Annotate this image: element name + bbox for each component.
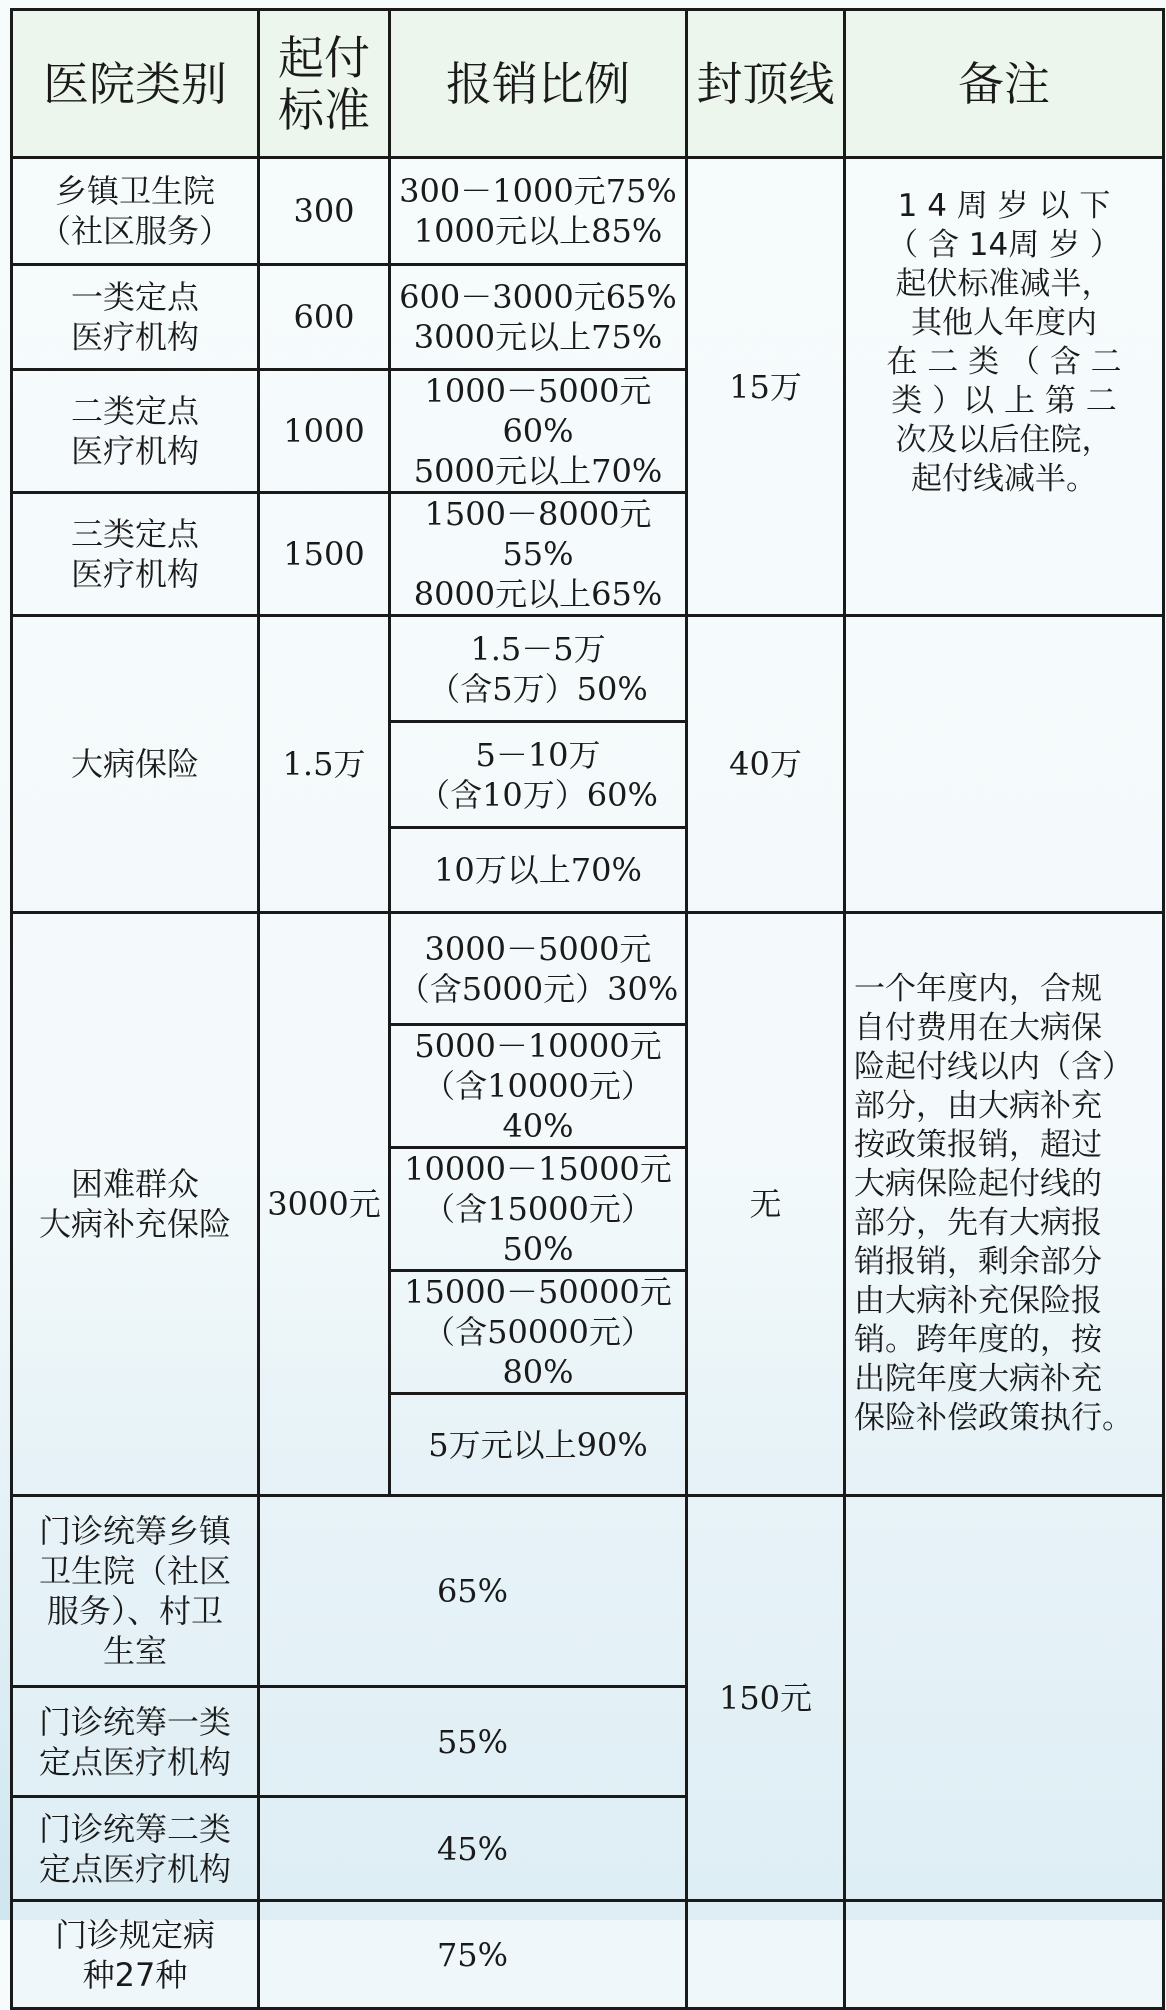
ratio-cell <box>390 616 687 722</box>
ratio-line: （含5000元）30% <box>397 969 679 1008</box>
ratio-cell <box>390 158 687 265</box>
note-line: 大病保险起付线的 <box>854 1166 1102 1202</box>
category-cell <box>12 370 259 493</box>
category-cell <box>12 1687 259 1797</box>
category-line: 乡镇卫生院 <box>54 172 215 210</box>
category-line: 三类定点 <box>70 515 199 553</box>
note-cell <box>845 1901 1164 2009</box>
ratio-cell <box>390 722 687 828</box>
header-deductible-line1: 起付 <box>278 30 370 85</box>
header-deductible-line2: 标准 <box>278 82 370 137</box>
ratio-line: 300－1000元75% <box>399 172 677 210</box>
header-deductible <box>259 10 390 158</box>
ratio-line: （含50000元）80% <box>423 1313 653 1391</box>
deductible-cell: 300 <box>259 158 390 265</box>
table-row <box>12 616 1164 722</box>
note-line: 其他人年度内 <box>911 305 1097 341</box>
cap-cell: 150元 <box>687 1496 845 1901</box>
ratio-line: 600－3000元65% <box>399 278 677 316</box>
ratio-line: 1000－5000元60% <box>424 372 652 450</box>
category-line: 门诊规定病 <box>54 1915 215 1954</box>
ratio-cell <box>390 370 687 493</box>
ratio-line: 3000元以上75% <box>413 318 663 356</box>
category-line: 生室 <box>102 1632 167 1670</box>
ratio-line: 15000－50000元 <box>404 1273 672 1311</box>
ratio-cell: 75% <box>259 1901 687 2009</box>
deductible-cell: 600 <box>259 265 390 370</box>
category-cell <box>12 1496 259 1687</box>
category-line: （社区服务） <box>38 212 231 250</box>
note-line: 销报销，剩余部分 <box>854 1244 1102 1280</box>
category-line: 卫生院（社区 <box>38 1552 231 1590</box>
header-note: 备注 <box>845 10 1164 158</box>
note-line: 险起付线以内（含） <box>854 1049 1133 1085</box>
ratio-cell <box>390 1025 687 1148</box>
deductible-cell: 1.5万 <box>259 616 390 913</box>
category-cell <box>12 493 259 616</box>
header-category: 医院类别 <box>12 10 259 158</box>
note-cell <box>845 158 1164 616</box>
ratio-cell <box>390 493 687 616</box>
ratio-cell: 65% <box>259 1496 687 1687</box>
cap-cell: 无 <box>687 913 845 1496</box>
note-line: 出院年度大病补充 <box>854 1361 1102 1397</box>
ratio-line: 5－10万 <box>475 735 601 774</box>
category-cell <box>12 158 259 265</box>
header-ratio: 报销比例 <box>390 10 687 158</box>
deductible-cell: 1500 <box>259 493 390 616</box>
category-line: 服务）、村卫 <box>46 1592 223 1630</box>
note-line: 一个年度内，合规 <box>854 971 1102 1007</box>
category-line: 一类定点 <box>70 278 199 316</box>
ratio-line: 1000元以上85% <box>413 212 663 250</box>
ratio-line: 3000－5000元 <box>424 929 652 968</box>
category-cell <box>12 913 259 1496</box>
table-row <box>12 1496 1164 1687</box>
category-line: 门诊统筹一类 <box>38 1702 231 1741</box>
category-cell <box>12 1797 259 1901</box>
reimbursement-table <box>10 8 1165 2010</box>
note-line: 销。跨年度的，按 <box>854 1322 1102 1358</box>
ratio-line: 8000元以上65% <box>413 575 663 613</box>
note-line: 1 4 周 岁 以 下 <box>897 188 1111 224</box>
ratio-cell <box>390 265 687 370</box>
ratio-cell <box>390 1271 687 1394</box>
note-line: 按政策报销，超过 <box>854 1127 1102 1163</box>
header-row <box>12 10 1164 158</box>
note-line: （ 含 14周 岁 ） <box>887 227 1121 263</box>
note-cell <box>845 1496 1164 1901</box>
category-line: 定点医疗机构 <box>38 1849 231 1888</box>
category-cell <box>12 1901 259 2009</box>
category-line: 定点医疗机构 <box>38 1742 231 1781</box>
cap-cell: 15万 <box>687 158 845 616</box>
note-cell <box>845 913 1164 1496</box>
note-line: 自付费用在大病保 <box>854 1010 1102 1046</box>
note-line: 起付线减半。 <box>911 461 1097 497</box>
note-line: 次及以后住院， <box>895 422 1113 458</box>
note-line: 部分，先有大病报 <box>854 1205 1102 1241</box>
category-line: 门诊统筹二类 <box>38 1809 231 1848</box>
category-line: 大病补充保险 <box>38 1205 231 1243</box>
ratio-line: 1.5－5万 <box>470 629 606 668</box>
cap-cell <box>687 1901 845 2009</box>
category-line: 种27种 <box>82 1955 188 1994</box>
note-line: 部分，由大病补充 <box>854 1088 1102 1124</box>
note-line: 在 二 类 （ 含 二 <box>886 344 1122 380</box>
ratio-cell: 55% <box>259 1687 687 1797</box>
ratio-cell: 45% <box>259 1797 687 1901</box>
category-line: 医疗机构 <box>70 555 199 593</box>
category-line: 门诊统筹乡镇 <box>38 1512 231 1550</box>
ratio-line: 5000－10000元 <box>414 1027 662 1065</box>
table-row <box>12 158 1164 265</box>
note-cell <box>845 616 1164 913</box>
category-line: 二类定点 <box>70 392 199 430</box>
category-line: 困难群众 <box>70 1165 199 1203</box>
header-cap: 封顶线 <box>687 10 845 158</box>
ratio-cell: 5万元以上90% <box>390 1394 687 1496</box>
cap-cell: 40万 <box>687 616 845 913</box>
category-line: 医疗机构 <box>70 318 199 356</box>
ratio-cell: 10万以上70% <box>390 828 687 913</box>
category-cell <box>12 265 259 370</box>
deductible-cell: 3000元 <box>259 913 390 1496</box>
ratio-line: 1500－8000元55% <box>424 495 652 573</box>
category-cell: 大病保险 <box>12 616 259 913</box>
note-line: 类 ）以 上 第 二 <box>891 383 1117 419</box>
note-line: 起伏标准减半， <box>895 266 1113 302</box>
ratio-cell <box>390 913 687 1025</box>
ratio-line: （含10万）60% <box>418 775 658 814</box>
deductible-cell: 1000 <box>259 370 390 493</box>
ratio-cell <box>390 1148 687 1271</box>
table-row <box>12 1901 1164 2009</box>
note-line: 由大病补充保险报 <box>854 1283 1102 1319</box>
ratio-line: （含5万）50% <box>428 669 648 708</box>
category-line: 医疗机构 <box>70 432 199 470</box>
ratio-line: （含15000元）50% <box>423 1190 653 1268</box>
ratio-line: 5000元以上70% <box>413 452 663 490</box>
ratio-line: 10000－15000元 <box>404 1150 672 1188</box>
note-line: 保险补偿政策执行。 <box>854 1400 1133 1436</box>
table-row <box>12 913 1164 1025</box>
ratio-line: （含10000元）40% <box>423 1067 653 1145</box>
